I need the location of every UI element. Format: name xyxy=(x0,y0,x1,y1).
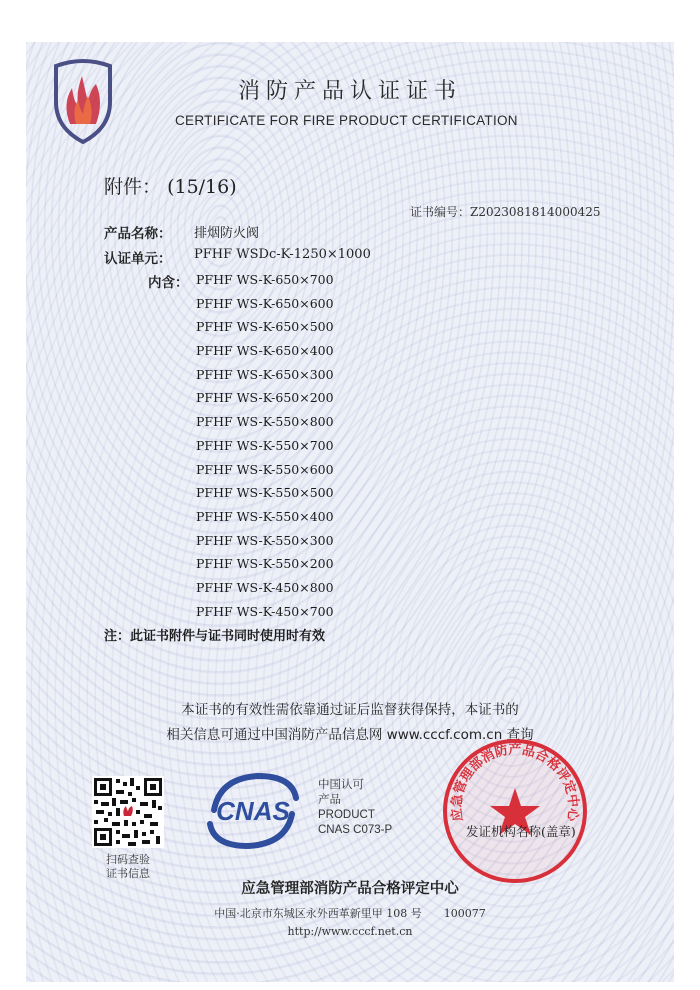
model-item: PFHF WS-K-650×500 xyxy=(196,319,334,335)
cnas-logo xyxy=(200,770,306,852)
product-name-value: 排烟防火阀 xyxy=(194,226,260,241)
certificate-number: 证书编号：Z2023081814000425 xyxy=(410,205,601,219)
model-item: PFHF WS-K-550×300 xyxy=(196,532,334,548)
model-item: PFHF WS-K-550×700 xyxy=(196,437,334,453)
model-item: PFHF WS-K-450×700 xyxy=(196,603,334,619)
issuer-label: 发证机构名称(盖章) xyxy=(466,824,576,839)
model-item: PFHF WS-K-650×400 xyxy=(196,343,334,359)
model-item: PFHF WS-K-550×600 xyxy=(196,461,334,477)
qr-caption-line-1: 扫码查验 xyxy=(106,853,150,866)
issuing-center-name: 应急管理部消防产品合格评定中心 xyxy=(241,881,459,897)
cnas-logo-text: CNAS xyxy=(216,796,290,826)
attachment-page: (15/16) xyxy=(167,176,237,198)
validity-statement xyxy=(0,698,700,748)
model-item: PFHF WS-K-650×300 xyxy=(196,366,334,382)
includes-label: 内含： xyxy=(148,275,189,291)
issuer-website: http://www.cccf.net.cn xyxy=(287,925,413,938)
qr-caption-line-2: 证书信息 xyxy=(106,867,150,880)
model-item: PFHF WS-K-450×800 xyxy=(196,579,334,595)
cnas-line-3: PRODUCT xyxy=(318,809,375,821)
certification-unit-value: PFHF WSDc-K-1250×1000 xyxy=(194,247,371,262)
validity-line-2: 相关信息可通过中国消防产品信息网 www.cccf.com.cn 查询 xyxy=(166,727,534,743)
cnas-line-2: 产品 xyxy=(318,794,341,806)
attachment-label xyxy=(104,172,237,199)
issuer-address: 中国·北京市东城区永外西革新里甲 108 号 100077 xyxy=(214,907,486,920)
certificate-title-en: CERTIFICATE FOR FIRE PRODUCT CERTIFICATION xyxy=(175,113,518,128)
cnas-accreditation-text xyxy=(318,778,392,838)
cnas-line-4: CNAS C073-P xyxy=(318,824,393,836)
seal-text: 应急管理部消防产品合格评定中心 xyxy=(449,742,581,823)
official-seal xyxy=(440,736,590,886)
model-item: PFHF WS-K-550×400 xyxy=(196,508,334,524)
model-item: PFHF WS-K-650×600 xyxy=(196,295,334,311)
model-item: PFHF WS-K-550×500 xyxy=(196,485,334,501)
qr-code xyxy=(92,776,164,848)
attachment-label-text: 附件： xyxy=(104,176,162,198)
model-item: PFHF WS-K-550×200 xyxy=(196,556,334,572)
model-list xyxy=(196,271,334,626)
certification-unit-label: 认证单元： xyxy=(104,251,172,267)
validity-line-1: 本证书的有效性需依靠通过证后监督获得保持，本证书的 xyxy=(181,702,519,718)
model-item: PFHF WS-K-650×700 xyxy=(196,272,334,287)
model-item: PFHF WS-K-550×800 xyxy=(196,414,334,430)
product-name-label: 产品名称： xyxy=(104,226,172,242)
certificate-title-cn: 消防产品认证证书 xyxy=(237,79,462,104)
model-item: PFHF WS-K-650×200 xyxy=(196,390,334,406)
attachment-note: 注：此证书附件与证书同时使用时有效 xyxy=(104,629,326,644)
cnas-line-1: 中国认可 xyxy=(318,779,364,791)
